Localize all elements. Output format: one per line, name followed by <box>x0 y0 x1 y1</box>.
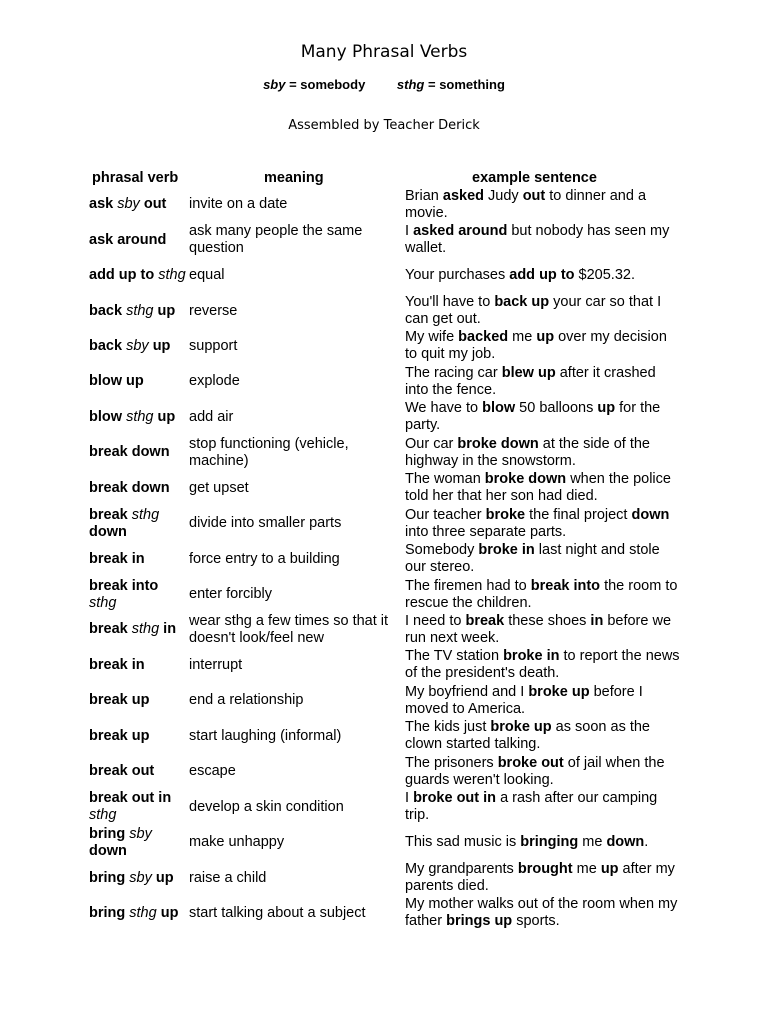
example-text: Judy <box>484 187 523 204</box>
meaning-cell <box>189 648 405 683</box>
example-highlight: out <box>522 187 546 204</box>
example-sentence-cell <box>405 648 680 683</box>
example-sentence-cell <box>405 258 680 293</box>
phrasal-verb-cell <box>89 754 189 789</box>
meaning-cell <box>189 400 405 435</box>
example-sentence-cell <box>405 471 680 506</box>
example-text: $205.32. <box>574 267 635 284</box>
phrasal-verb-text: sby <box>129 869 152 886</box>
example-sentence-cell <box>405 896 680 931</box>
example-highlight: broke out in <box>413 790 497 807</box>
example-highlight: broke in <box>503 648 560 665</box>
example-text: to report the news of the president's death. <box>405 648 680 682</box>
example-highlight: break <box>465 612 505 629</box>
example-highlight: broke up <box>490 719 552 736</box>
meaning-cell <box>189 577 405 612</box>
phrasal-verb-cell <box>89 435 189 470</box>
header-example-sentence: example sentence <box>472 170 597 186</box>
phrasal-verb-cell <box>89 896 189 931</box>
example-text: Our teacher <box>405 506 486 523</box>
phrasal-verb-text: break <box>89 506 132 523</box>
phrasal-verb-cell <box>89 789 189 824</box>
meaning-text: make unhappy <box>189 834 285 851</box>
example-text: before we run next week. <box>405 612 672 646</box>
example-text: sports. <box>512 913 560 930</box>
example-highlight: up <box>600 861 619 878</box>
table-header <box>0 170 768 188</box>
example-highlight: break into <box>530 577 601 594</box>
meaning-text: start laughing (informal) <box>189 727 342 744</box>
phrasal-verb-cell <box>89 648 189 683</box>
phrasal-verb-cell <box>89 293 189 328</box>
table-row <box>0 293 768 328</box>
example-sentence-cell <box>405 187 680 222</box>
table-row <box>0 506 768 541</box>
meaning-cell <box>189 754 405 789</box>
example-highlight: bringing <box>520 834 579 851</box>
example-highlight: blow <box>482 400 516 417</box>
meaning-text: invite on a date <box>189 196 288 213</box>
example-highlight: up <box>536 329 555 346</box>
phrasal-verb-cell <box>89 825 189 860</box>
example-text: . <box>644 834 649 851</box>
phrasal-verb-table <box>0 187 768 931</box>
example-highlight: up <box>597 400 616 417</box>
example-text: the room to rescue the children. <box>405 577 678 611</box>
example-text: to dinner and a movie. <box>405 187 647 221</box>
table-row <box>0 471 768 506</box>
example-text: Somebody <box>405 542 479 559</box>
phrasal-verb-text: sby <box>129 825 152 842</box>
meaning-cell <box>189 293 405 328</box>
example-text: The racing car <box>405 364 502 381</box>
meaning-text: raise a child <box>189 869 267 886</box>
example-sentence-cell <box>405 754 680 789</box>
example-text: but nobody has seen my wallet. <box>405 223 670 257</box>
phrasal-verb-cell <box>89 400 189 435</box>
example-text: The kids just <box>405 719 491 736</box>
example-sentence-cell <box>405 435 680 470</box>
table-row <box>0 719 768 754</box>
phrasal-verb-cell <box>89 364 189 399</box>
meaning-text: force entry to a building <box>189 550 340 567</box>
abbreviation-meaning: = somebody <box>285 77 366 92</box>
example-text: me <box>578 834 607 851</box>
meaning-cell <box>189 683 405 718</box>
phrasal-verb-text: sthg <box>126 302 154 319</box>
phrasal-verb-text: sthg <box>131 621 160 638</box>
example-sentence-cell <box>405 329 680 364</box>
meaning-cell <box>189 896 405 931</box>
phrasal-verb-text: down <box>89 842 127 859</box>
table-row <box>0 329 768 364</box>
table-row <box>0 400 768 435</box>
example-highlight: add up to <box>509 267 575 284</box>
example-highlight: broke out <box>497 754 564 771</box>
phrasal-verb-text: break in <box>89 550 145 567</box>
example-sentence-cell <box>405 719 680 754</box>
example-text: the final project <box>525 506 632 523</box>
author-line: Assembled by Teacher Derick <box>288 118 480 133</box>
example-sentence-cell <box>405 541 680 576</box>
table-row <box>0 754 768 789</box>
example-text: I <box>405 223 414 240</box>
example-highlight: down <box>606 834 645 851</box>
phrasal-verb-text: bring <box>89 869 130 886</box>
phrasal-verb-text: up <box>151 869 174 886</box>
table-row <box>0 683 768 718</box>
example-text: You'll have to <box>405 294 495 311</box>
example-text: your car so that I can get out. <box>405 294 662 328</box>
example-text: when the police told her that her son had died. <box>405 471 671 505</box>
example-text: for the party. <box>405 400 661 434</box>
meaning-cell <box>189 471 405 506</box>
example-text: me <box>572 861 601 878</box>
phrasal-verb-text: sby <box>117 196 140 213</box>
example-highlight: asked around <box>413 223 508 240</box>
abbreviation-legend <box>0 77 768 92</box>
meaning-text: support <box>189 337 238 354</box>
table-row <box>0 860 768 895</box>
example-text: My wife <box>405 329 459 346</box>
meaning-cell <box>189 789 405 824</box>
table-row <box>0 648 768 683</box>
phrasal-verb-text: back <box>89 337 127 354</box>
table-row <box>0 435 768 470</box>
phrasal-verb-text: up <box>148 337 171 354</box>
meaning-text: divide into smaller parts <box>189 515 342 532</box>
meaning-text: escape <box>189 763 236 780</box>
meaning-cell <box>189 364 405 399</box>
example-text: as soon as the clown started talking. <box>405 719 650 753</box>
example-highlight: back up <box>494 294 550 311</box>
phrasal-verb-text: break up <box>89 727 150 744</box>
example-text: I need to <box>405 612 466 629</box>
example-text: Your purchases <box>405 267 510 284</box>
example-highlight: broke up <box>528 683 590 700</box>
abbreviation-sby <box>263 77 365 92</box>
abbreviation-term: sthg <box>396 77 425 92</box>
example-text: This sad music is <box>405 834 521 851</box>
header-meaning: meaning <box>264 170 324 186</box>
example-text: I <box>405 790 414 807</box>
example-text: My boyfriend and I <box>405 683 529 700</box>
example-highlight: brought <box>517 861 573 878</box>
table-row <box>0 222 768 257</box>
phrasal-verb-text: in <box>159 621 177 638</box>
phrasal-verb-text: break in <box>89 656 145 673</box>
phrasal-verb-cell <box>89 329 189 364</box>
table-row <box>0 896 768 931</box>
phrasal-verb-cell <box>89 577 189 612</box>
example-sentence-cell <box>405 577 680 612</box>
example-text: 50 balloons <box>515 400 598 417</box>
meaning-cell <box>189 860 405 895</box>
meaning-cell <box>189 506 405 541</box>
phrasal-verb-cell <box>89 541 189 576</box>
meaning-text: ask many people the same question <box>189 223 363 257</box>
phrasal-verb-text: break <box>89 621 132 638</box>
meaning-text: interrupt <box>189 656 243 673</box>
phrasal-verb-text: sthg <box>89 594 117 611</box>
phrasal-verb-text: blow <box>89 408 127 425</box>
meaning-text: end a relationship <box>189 692 304 709</box>
phrasal-verb-text: sthg <box>89 807 117 824</box>
example-sentence-cell <box>405 825 680 860</box>
table-row <box>0 577 768 612</box>
example-text: after my parents died. <box>405 861 675 895</box>
example-text: The prisoners <box>405 754 498 771</box>
example-highlight: in <box>590 612 604 629</box>
phrasal-verb-text: bring <box>89 904 130 921</box>
abbreviation-sthg <box>397 77 505 92</box>
example-highlight: broke <box>485 506 526 523</box>
meaning-text: stop functioning (vehicle, machine) <box>189 435 349 469</box>
phrasal-verb-text: break into <box>89 577 159 594</box>
meaning-text: explode <box>189 373 240 390</box>
phrasal-verb-text: sthg <box>131 506 160 523</box>
meaning-cell <box>189 222 405 257</box>
meaning-text: reverse <box>189 302 238 319</box>
phrasal-verb-cell <box>89 471 189 506</box>
phrasal-verb-text: break up <box>89 692 150 709</box>
example-highlight: broke down <box>457 435 539 452</box>
table-row <box>0 258 768 293</box>
table-row <box>0 612 768 647</box>
phrasal-verb-text: bring <box>89 825 130 842</box>
abbreviation-term: sby <box>263 77 286 92</box>
example-text: after it crashed into the fence. <box>405 364 656 398</box>
example-text: The TV station <box>405 648 504 665</box>
meaning-text: develop a skin condition <box>189 798 344 815</box>
example-text: Our car <box>405 435 458 452</box>
example-highlight: down <box>631 506 670 523</box>
example-sentence-cell <box>405 222 680 257</box>
example-text: My grandparents <box>405 861 518 878</box>
phrasal-verb-text: break down <box>89 444 170 461</box>
example-text: into three separate parts. <box>405 523 567 540</box>
example-text: at the side of the highway in the snowstorm. <box>405 435 650 469</box>
meaning-text: add air <box>189 408 234 425</box>
phrasal-verb-text: sby <box>126 337 149 354</box>
example-highlight: broke down <box>484 471 567 488</box>
example-text: me <box>508 329 537 346</box>
phrasal-verb-text: sthg <box>129 904 157 921</box>
example-sentence-cell <box>405 506 680 541</box>
phrasal-verb-cell <box>89 719 189 754</box>
example-highlight: blew up <box>501 364 556 381</box>
phrasal-verb-text: down <box>89 523 127 540</box>
phrasal-verb-text: blow up <box>89 373 144 390</box>
phrasal-verb-cell <box>89 187 189 222</box>
example-text: last night and stole our stereo. <box>405 542 660 576</box>
meaning-text: equal <box>189 267 225 284</box>
meaning-cell <box>189 187 405 222</box>
example-sentence-cell <box>405 789 680 824</box>
phrasal-verb-text: break down <box>89 479 170 496</box>
example-highlight: brings up <box>446 913 513 930</box>
phrasal-verb-cell <box>89 612 189 647</box>
example-sentence-cell <box>405 400 680 435</box>
phrasal-verb-cell <box>89 860 189 895</box>
meaning-text: enter forcibly <box>189 586 273 603</box>
phrasal-verb-cell <box>89 683 189 718</box>
phrasal-verb-text: sthg <box>158 267 186 284</box>
example-text: a rash after our camping trip. <box>405 790 658 824</box>
example-sentence-cell <box>405 860 680 895</box>
meaning-cell <box>189 258 405 293</box>
example-text: of jail when the guards weren't looking. <box>405 754 665 788</box>
phrasal-verb-text: add up to <box>89 267 159 284</box>
example-text: over my decision to quit my job. <box>405 329 667 363</box>
abbreviation-meaning: = something <box>424 77 505 92</box>
example-text: these shoes <box>504 612 591 629</box>
example-text: My mother walks out of the room when my father <box>405 896 678 930</box>
example-text: The woman <box>405 471 485 488</box>
table-row <box>0 541 768 576</box>
phrasal-verb-text: ask <box>89 196 118 213</box>
phrasal-verb-text: break out <box>89 763 155 780</box>
meaning-cell <box>189 825 405 860</box>
example-text: The firemen had to <box>405 577 531 594</box>
example-sentence-cell <box>405 293 680 328</box>
example-text: We have to <box>405 400 483 417</box>
meaning-text: wear sthg a few times so that it doesn't look/feel new <box>189 612 389 646</box>
phrasal-verb-text: up <box>156 904 179 921</box>
meaning-cell <box>189 612 405 647</box>
example-sentence-cell <box>405 364 680 399</box>
phrasal-verb-text: out <box>139 196 167 213</box>
meaning-text: get upset <box>189 479 249 496</box>
meaning-cell <box>189 329 405 364</box>
example-text: before I moved to America. <box>405 683 643 717</box>
phrasal-verb-text: sthg <box>126 408 154 425</box>
phrasal-verb-cell <box>89 506 189 541</box>
table-row <box>0 187 768 222</box>
phrasal-verb-text: up <box>153 302 176 319</box>
example-sentence-cell <box>405 612 680 647</box>
document-title: Many Phrasal Verbs <box>300 42 468 62</box>
meaning-cell <box>189 435 405 470</box>
example-highlight: asked <box>442 187 485 204</box>
example-highlight: backed <box>458 329 509 346</box>
meaning-text: start talking about a subject <box>189 904 366 921</box>
phrasal-verb-text: ask around <box>89 231 167 248</box>
header-phrasal-verb: phrasal verb <box>92 170 179 186</box>
table-row <box>0 364 768 399</box>
example-text: Brian <box>405 187 443 204</box>
phrasal-verb-text: break out in <box>89 790 172 807</box>
example-sentence-cell <box>405 683 680 718</box>
table-row <box>0 825 768 860</box>
phrasal-verb-text: up <box>153 408 176 425</box>
example-highlight: broke in <box>478 542 535 559</box>
meaning-cell <box>189 541 405 576</box>
phrasal-verb-cell <box>89 222 189 257</box>
meaning-cell <box>189 719 405 754</box>
phrasal-verb-cell <box>89 258 189 293</box>
phrasal-verb-text: back <box>89 302 127 319</box>
table-row <box>0 789 768 824</box>
